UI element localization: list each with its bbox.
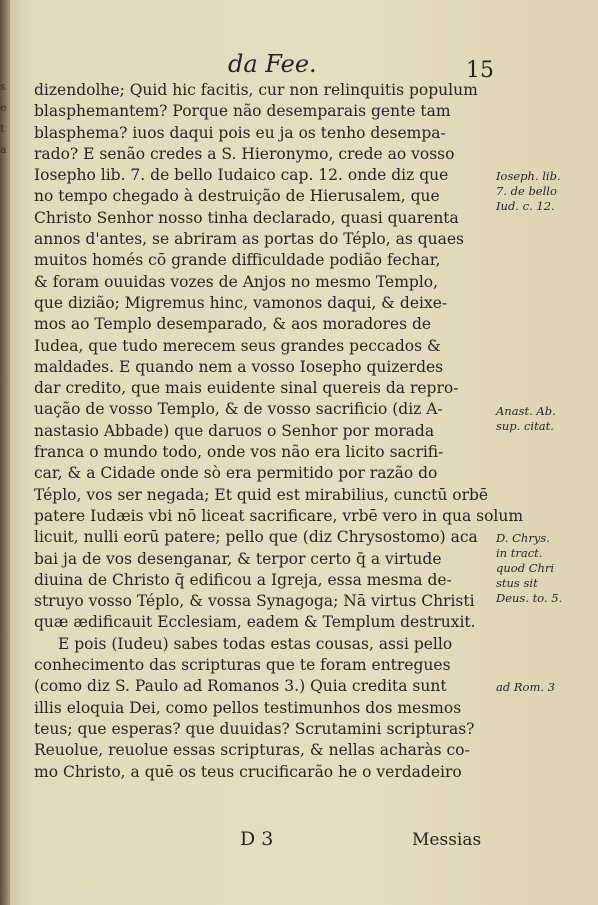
- margin-note-line: stus sit: [496, 576, 538, 591]
- text-line: patere Iudæis vbi nō liceat sacrificare, vrbē vero in qua solum: [34, 506, 524, 525]
- text-line: maldades. E quando nem a vosso Iosepho quizerdes: [34, 357, 444, 376]
- text-line: franca o mundo todo, onde vos não era licito sacrifi-: [34, 443, 444, 462]
- text-line: diuina de Christo q̄ edificou a Igreja, essa mesma de-: [34, 570, 452, 589]
- text-line: Reuolue, reuolue essas scripturas, & nellas acharàs co-: [34, 741, 470, 760]
- text-line: annos d'antes, se abriram as portas do Téplo, as quaes: [34, 230, 464, 249]
- text-line: & foram ouuidas vozes de Anjos no mesmo Templo,: [34, 272, 439, 291]
- text-line: blasphema? iuos daqui pois eu ja os tenho desempa-: [34, 123, 446, 142]
- text-line: bai ja de vos desenganar, & terpor certo q̄ a virtude: [34, 549, 442, 568]
- text-line: Iosepho lib. 7. de bello Iudaico cap. 12. onde diz que: [34, 166, 449, 185]
- margin-note-line: in tract.: [496, 546, 543, 561]
- margin-note-line: quod Chri: [496, 561, 555, 576]
- margin-note-line: Deus. to. 5.: [496, 591, 563, 606]
- text-line: Christo Senhor nosso tinha declarado, quasi quarenta: [34, 208, 459, 227]
- text-line: conhecimento das scripturas que te foram entregues: [34, 656, 451, 675]
- edge-mark: e: [0, 101, 7, 114]
- text-line: dar credito, que mais euidente sinal quereis da repro-: [34, 379, 459, 398]
- margin-note-line: Ioseph. lib.: [496, 169, 561, 184]
- margin-note-line: 7. de bello: [496, 184, 557, 199]
- margin-note-line: sup. citat.: [496, 418, 554, 433]
- text-line: (como diz S. Paulo ad Romanos 3.) Quia credita sunt: [34, 677, 447, 696]
- facing-page-edge: [0, 80, 12, 164]
- text-line: E pois (Iudeu) sabes todas estas cousas, assi pello: [58, 634, 453, 653]
- text-line: no tempo chegado à destruição de Hierusalem, que: [34, 187, 440, 206]
- edge-mark: a: [0, 143, 7, 156]
- text-line: mos ao Templo desemparado, & aos moradores de: [34, 315, 432, 334]
- text-line: teus; que esperas? que duuidas? Scrutamini scripturas?: [34, 719, 475, 738]
- text-line: licuit, nulli eorū patere; pello que (diz Chrysostomo) aca: [34, 528, 478, 547]
- margin-note-line: ad Rom. 3: [496, 680, 555, 695]
- text-line: car, & a Cidade onde sò era permitido por razão do: [34, 464, 438, 483]
- margin-note-line: Anast. Ab.: [496, 403, 556, 418]
- page-number: 15: [466, 58, 494, 83]
- text-line: rado? E senão credes a S. Hieronymo, crede ao vosso: [34, 144, 455, 163]
- text-line: nastasio Abbade) que daruos o Senhor por morada: [34, 421, 435, 440]
- text-line: muitos homés cō grande difficuldade podião fechar,: [34, 251, 441, 270]
- text-line: illis eloquia Dei, como pellos testimunhos dos mesmos: [34, 698, 462, 717]
- text-line: struyo vosso Téplo, & vossa Synagoga; Nā virtus Christi: [34, 592, 475, 611]
- text-line: uação de vosso Templo, & de vosso sacrificio (diz A-: [34, 400, 443, 419]
- running-head: da Fee.: [228, 50, 317, 78]
- text-line: dizendolhe; Quid hic facitis, cur non relinquitis populum: [34, 81, 478, 99]
- text-line: Iudea, que tudo merecem seus grandes peccados &: [34, 336, 441, 355]
- text-line: blasphemantem? Porque não desemparais gente tam: [34, 102, 451, 121]
- text-line: que dizião; Migremus hinc, vamonos daqui, & deixe-: [34, 293, 448, 312]
- catchword: Messias: [412, 830, 482, 850]
- margin-note-line: Iud. c. 12.: [496, 199, 555, 214]
- edge-mark: t: [0, 122, 5, 135]
- signature-mark: D 3: [240, 828, 274, 850]
- edge-mark: s: [0, 80, 6, 93]
- text-line: mo Christo, a quē os teus crucificarão he o verdadeiro: [34, 762, 462, 781]
- margin-note-line: D. Chrys.: [496, 531, 550, 546]
- text-line: quæ ædificauit Ecclesiam, eadem & Templum destruxit.: [34, 613, 476, 632]
- text-line: Téplo, vos ser negada; Et quid est mirabilius, cunctū orbē: [34, 485, 489, 504]
